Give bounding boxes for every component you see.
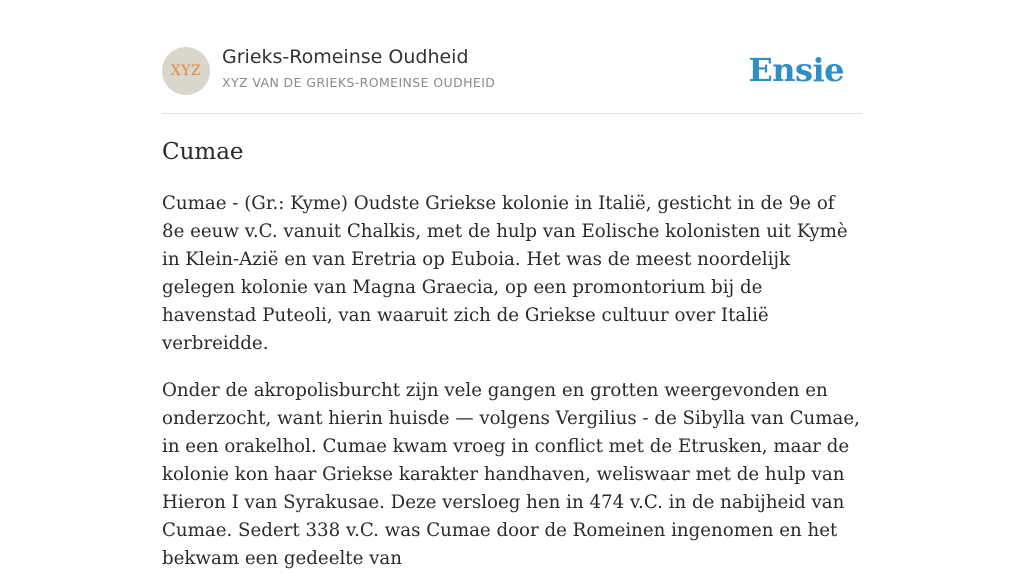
page-header <box>162 0 862 114</box>
article <box>162 136 862 573</box>
source-avatar[interactable]: XYZ <box>162 47 210 95</box>
source-subtitle[interactable]: XYZ VAN DE GRIEKS-ROMEINSE OUDHEID <box>222 75 496 90</box>
article-paragraph: Onder de akropolisburcht zijn vele gangen en grotten weergevonden en onderzocht, want hierin huisde — volgens Vergilius - de Sibylla van Cumae, in een orakelhol. Cumae kwam vroeg in conflict met de Etrusken, maar de kolonie kon haar Griekse karakter handhaven, weliswaar met de hulp van Hieron I van Syrakusae. Deze versloeg hen in 474 v.C. in de nabijheid van Cumae. Sedert 338 v.C. was Cumae door de Romeinen ingenomen en het bekwam een gedeelte van <box>162 380 860 569</box>
article-title: Cumae <box>162 139 244 165</box>
article-paragraph: Cumae - (Gr.: Kyme) Oudste Griekse kolonie in Italië, gesticht in de 9e of 8e eeuw v.C. vanuit Chalkis, met de hulp van Eolische kolonisten uit Kymè in Klein-Azië en van Eretria op Euboia. Het was de meest noordelijk gelegen kolonie van Magna Graecia, op een promontorium bij de havenstad Puteoli, van waaruit zich de Griekse cultuur over Italië verbreidde. <box>162 193 848 354</box>
ensie-logo[interactable]: Ensie <box>748 51 844 89</box>
source-title[interactable]: Grieks-Romeinse Oudheid <box>222 46 469 68</box>
